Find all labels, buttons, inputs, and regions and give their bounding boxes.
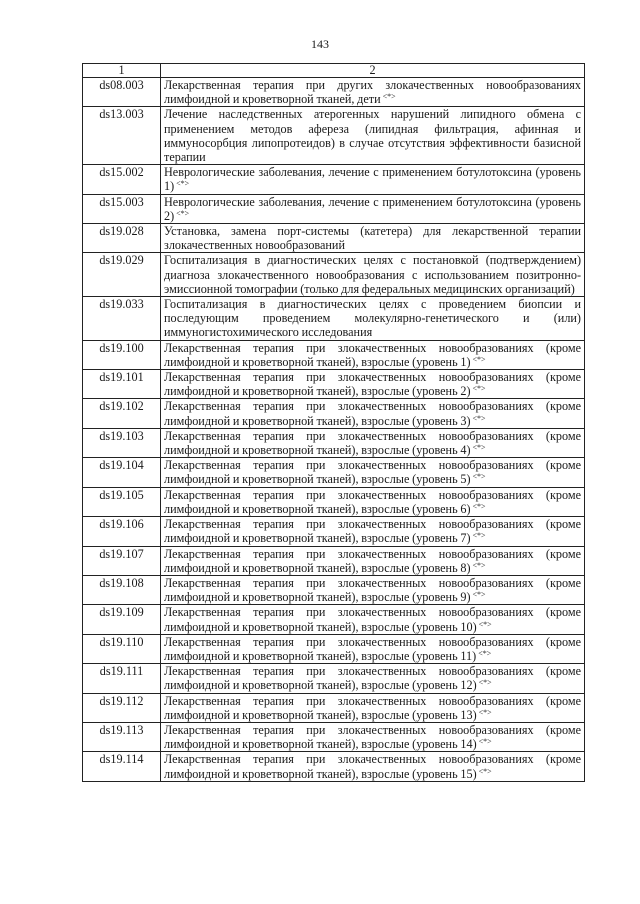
footnote-marker: <*> — [472, 384, 486, 394]
row-code: ds19.028 — [83, 224, 161, 253]
footnote-marker: <*> — [472, 531, 486, 541]
row-code: ds19.108 — [83, 575, 161, 604]
table-row — [83, 517, 585, 546]
column-header-2: 2 — [161, 64, 585, 78]
row-description — [161, 297, 585, 341]
footnote-marker: <*> — [472, 590, 486, 600]
page-number: 143 — [311, 37, 329, 51]
row-description — [161, 107, 585, 165]
row-description — [161, 693, 585, 722]
row-description — [161, 194, 585, 223]
row-code: ds19.033 — [83, 297, 161, 341]
table-row — [83, 428, 585, 457]
table-row — [83, 297, 585, 341]
row-code: ds19.029 — [83, 253, 161, 297]
row-description-text: Установка, замена порт-системы (катетера) для лекарственной терапии злокачественных новообразований — [164, 224, 581, 253]
row-description — [161, 165, 585, 194]
row-code: ds19.113 — [83, 722, 161, 751]
row-description — [161, 487, 585, 516]
row-description-text: Лекарственная терапия при злокачественных новообразованиях (кроме лимфоидной и кроветворной тканей), взрослые (уровень 14) — [164, 722, 581, 752]
table-row — [83, 194, 585, 223]
row-code: ds08.003 — [83, 78, 161, 107]
table-row — [83, 340, 585, 369]
row-description — [161, 253, 585, 297]
row-description-text: Лекарственная терапия при злокачественных новообразованиях (кроме лимфоидной и кроветворной тканей), взрослые (уровень 8) — [164, 546, 581, 575]
footnote-marker: <*> — [472, 501, 486, 511]
row-code: ds19.104 — [83, 458, 161, 487]
row-description-text: Лекарственная терапия при злокачественных новообразованиях (кроме лимфоидной и кроветворной тканей), взрослые (уровень 2) — [164, 370, 581, 399]
table-row — [83, 693, 585, 722]
row-description-text: Лекарственная терапия при злокачественных новообразованиях (кроме лимфоидной и кроветворной тканей), взрослые (уровень 5) — [164, 458, 581, 487]
header-row — [83, 64, 585, 78]
row-description — [161, 722, 585, 751]
footnote-marker: <*> — [478, 707, 492, 717]
row-description-text: Лекарственная терапия при злокачественных новообразованиях (кроме лимфоидной и кроветворной тканей), взрослые (уровень 15) — [164, 752, 581, 781]
footnote-marker: <*> — [478, 648, 492, 658]
row-code: ds19.105 — [83, 487, 161, 516]
row-description — [161, 428, 585, 457]
row-code: ds19.100 — [83, 340, 161, 369]
row-description-text: Лекарственная терапия при злокачественных новообразованиях (кроме лимфоидной и кроветворной тканей), взрослые (уровень 13) — [164, 693, 581, 722]
row-description — [161, 575, 585, 604]
row-description-text: Лекарственная терапия при других злокачественных новообразованиях лимфоидной и кроветворной тканей, дети — [164, 78, 581, 107]
footnote-marker: <*> — [472, 472, 486, 482]
row-description-text: Госпитализация в диагностических целях с постановкой (подтверждением) диагноза злокачественного новообразования с использованием позитронно-эмиссионной томографии (только для федеральных медицинских организаций) — [164, 253, 581, 296]
table-header — [83, 64, 585, 78]
table-row — [83, 253, 585, 297]
table-row — [83, 458, 585, 487]
row-description-text: Лекарственная терапия при злокачественных новообразованиях (кроме лимфоидной и кроветворной тканей), взрослые (уровень 4) — [164, 428, 581, 458]
code-table — [82, 63, 585, 782]
row-description — [161, 634, 585, 663]
row-code: ds19.102 — [83, 399, 161, 428]
row-description-text: Лекарственная терапия при злокачественных новообразованиях (кроме лимфоидной и кроветворной тканей), взрослые (уровень 7) — [164, 517, 581, 546]
row-description-text: Лекарственная терапия при злокачественных новообразованиях (кроме лимфоидной и кроветворной тканей), взрослые (уровень 9) — [164, 575, 581, 605]
table-row — [83, 752, 585, 781]
row-description-text: Лекарственная терапия при злокачественных новообразованиях (кроме лимфоидной и кроветворной тканей), взрослые (уровень 10) — [164, 605, 581, 634]
row-code: ds19.114 — [83, 752, 161, 781]
row-description-text: Лекарственная терапия при злокачественных новообразованиях (кроме лимфоидной и кроветворной тканей), взрослые (уровень 1) — [164, 340, 581, 369]
footnote-marker: <*> — [472, 443, 486, 453]
row-code: ds19.106 — [83, 517, 161, 546]
row-description — [161, 517, 585, 546]
row-description-text: Лекарственная терапия при злокачественных новообразованиях (кроме лимфоидной и кроветворной тканей), взрослые (уровень 3) — [164, 399, 581, 428]
row-code: ds19.101 — [83, 370, 161, 399]
row-code: ds19.103 — [83, 428, 161, 457]
row-description-text: Лекарственная терапия при злокачественных новообразованиях (кроме лимфоидной и кроветворной тканей), взрослые (уровень 11) — [164, 634, 581, 663]
table-row — [83, 605, 585, 634]
table-row — [83, 575, 585, 604]
table-row — [83, 634, 585, 663]
row-description-text: Неврологические заболевания, лечение с применением ботулотоксина (уровень 1) — [164, 165, 581, 194]
row-description-text: Лекарственная терапия при злокачественных новообразованиях (кроме лимфоидной и кроветворной тканей), взрослые (уровень 6) — [164, 487, 581, 516]
table-row — [83, 399, 585, 428]
row-description — [161, 752, 585, 781]
row-description — [161, 78, 585, 107]
row-description-text: Неврологические заболевания, лечение с применением ботулотоксина (уровень 2) — [164, 194, 581, 223]
row-description — [161, 370, 585, 399]
row-description — [161, 458, 585, 487]
footnote-marker: <*> — [478, 619, 492, 629]
row-description — [161, 224, 585, 253]
table-row — [83, 487, 585, 516]
row-description — [161, 605, 585, 634]
footnote-marker: <*> — [478, 737, 492, 747]
row-description-text: Лекарственная терапия при злокачественных новообразованиях (кроме лимфоидной и кроветворной тканей), взрослые (уровень 12) — [164, 664, 581, 693]
footnote-marker: <*> — [382, 92, 396, 102]
row-code: ds19.111 — [83, 664, 161, 693]
footnote-marker: <*> — [176, 179, 190, 189]
footnote-marker: <*> — [472, 560, 486, 570]
row-description — [161, 340, 585, 369]
row-code: ds19.107 — [83, 546, 161, 575]
row-description-text: Лечение наследственных атерогенных нарушений липидного обмена с применением методов афереза (липидная фильтрация, афинная и иммуносорбция липопротеидов) в случае отсутствия эффективности базисной терапии — [164, 107, 581, 165]
footnote-marker: <*> — [472, 354, 486, 364]
row-description — [161, 546, 585, 575]
table-row — [83, 664, 585, 693]
row-code: ds19.112 — [83, 693, 161, 722]
table-body — [83, 78, 585, 782]
table-row — [83, 107, 585, 165]
row-description — [161, 664, 585, 693]
row-code: ds15.002 — [83, 165, 161, 194]
footnote-marker: <*> — [478, 766, 492, 776]
footnote-marker: <*> — [472, 413, 486, 423]
column-header-1: 1 — [83, 64, 161, 78]
table-row — [83, 224, 585, 253]
row-code: ds19.109 — [83, 605, 161, 634]
footnote-marker: <*> — [176, 208, 190, 218]
row-code: ds19.110 — [83, 634, 161, 663]
table-row — [83, 78, 585, 107]
row-description — [161, 399, 585, 428]
table-row — [83, 370, 585, 399]
row-code: ds15.003 — [83, 194, 161, 223]
row-description-text: Госпитализация в диагностических целях с проведением биопсии и последующим проведением молекулярно-генетического и (или) иммуногистохимического исследования — [164, 297, 581, 340]
table-row — [83, 722, 585, 751]
row-code: ds13.003 — [83, 107, 161, 165]
footnote-marker: <*> — [478, 678, 492, 688]
table-row — [83, 165, 585, 194]
table-row — [83, 546, 585, 575]
